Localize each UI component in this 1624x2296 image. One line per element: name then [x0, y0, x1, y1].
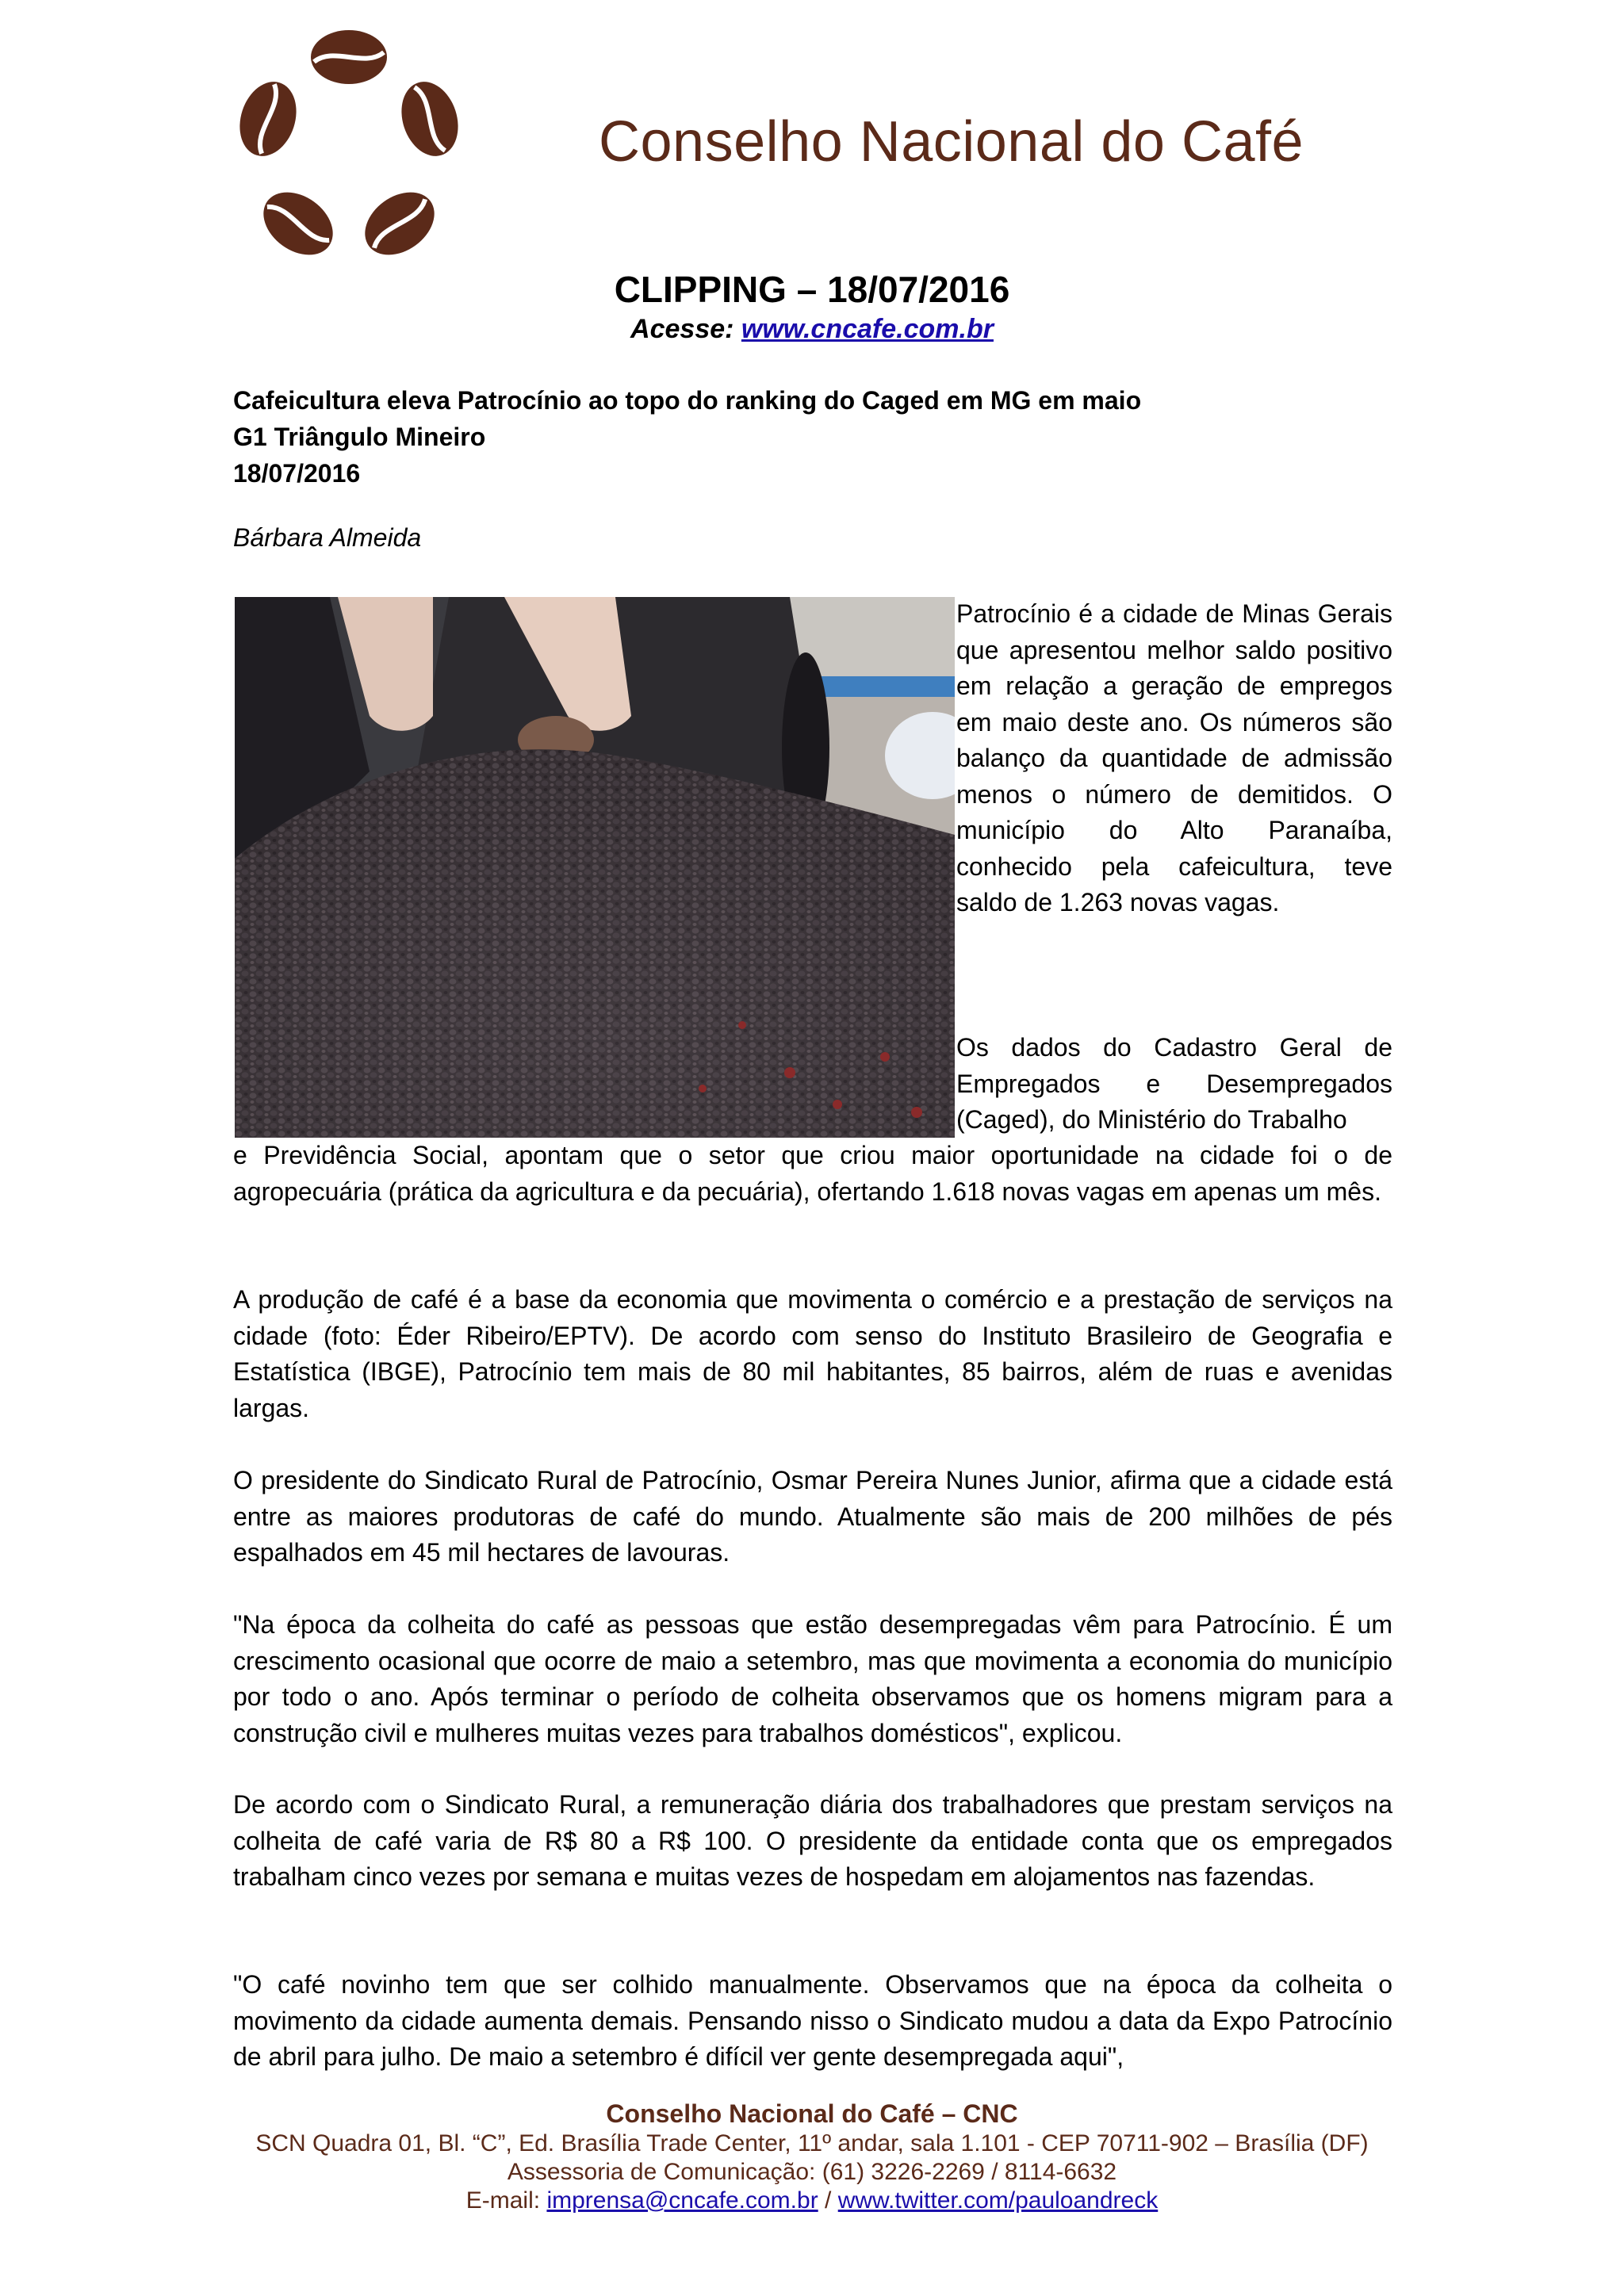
organization-title: Conselho Nacional do Café: [599, 110, 1304, 174]
paragraph-4: O presidente do Sindicato Rural de Patrocínio, Osmar Pereira Nunes Junior, afirma que a cidade está entre as maiores produtoras de café do mundo. Atualmente são mais de 200 milhões de pés espalhados em 45 mil hectares de lavouras.: [233, 1466, 1392, 1567]
paragraph-5: "Na época da colheita do café as pessoas que estão desempregadas vêm para Patrocínio. É um crescimento ocasional que ocorre de maio a setembro, mas que movimenta a economia do município por todo o ano. Após terminar o período de colheita observamos que os homens migram para a construção civil e mulheres muitas vezes para trabalhos domésticos", explicou.: [233, 1610, 1392, 1747]
clipping-title: CLIPPING – 18/07/2016: [614, 269, 1010, 310]
paragraph-2-start: Os dados do Cadastro Geral de Empregados e Desempregados (Caged), do Ministério do Trabalho: [956, 1033, 1392, 1134]
article-author: Bárbara Almeida: [233, 523, 422, 552]
coffee-harvest-photo: [235, 597, 955, 1138]
twitter-link[interactable]: www.twitter.com/pauloandreck: [837, 2187, 1159, 2214]
email-label: E-mail:: [465, 2187, 541, 2214]
footer-phone: Assessoria de Comunicação: (61) 3226-2269 / 8114-6632: [507, 2159, 1117, 2185]
page-footer: [0, 2099, 1624, 2215]
paragraph-7: "O café novinho tem que ser colhido manualmente. Observamos que na época da colheita o movimento da cidade aumenta demais. Pensando nisso o Sindicato mudou a data da Expo Patrocínio de abril para julho. De maio a setembro é difícil ver gente desempregada aqui",: [233, 1970, 1392, 2071]
article-meta: [233, 382, 1141, 492]
paragraph-1: Patrocínio é a cidade de Minas Gerais que apresentou melhor saldo positivo em relação a geração de empregos em maio deste ano. Os números são balanço da quantidade de admissão menos o número de demitidos. O município do Alto Paranaíba, conhecido pela cafeicultura, teve saldo de 1.263 novas vagas.: [956, 599, 1392, 916]
access-label: Acesse:: [630, 314, 734, 344]
paragraph-6: De acordo com o Sindicato Rural, a remuneração diária dos trabalhadores que prestam serviços na colheita de café varia de R$ 80 a R$ 100. O presidente da entidade conta que os empregados trabalham cinco vezes por semana e muitas vezes de hospedam em alojamentos nas fazendas.: [233, 1790, 1392, 1891]
footer-address: SCN Quadra 01, Bl. “C”, Ed. Brasília Trade Center, 11º andar, sala 1.101 - CEP 70711-902 – Brasília (DF): [255, 2130, 1369, 2156]
paragraph-2-end: e Previdência Social, apontam que o setor que criou maior oportunidade na cidade foi o de agropecuária (prática da agricultura e da pecuária), ofertando 1.618 novas vagas em apenas um mês.: [233, 1141, 1392, 1206]
cnc-logo-icon: [230, 22, 468, 273]
access-line: [0, 314, 1624, 345]
email-link[interactable]: imprensa@cncafe.com.br: [546, 2187, 818, 2214]
article-date: 18/07/2016: [233, 459, 361, 488]
footer-org: Conselho Nacional do Café – CNC: [606, 2099, 1018, 2128]
paragraph-3: A produção de café é a base da economia que movimenta o comércio e a prestação de serviços na cidade (foto: Éder Ribeiro/EPTV). De acordo com senso do Instituto Brasileiro de Geografia e Estatística (IBGE), Patrocínio tem mais de 80 mil habitantes, 85 bairros, além de ruas e avenidas largas.: [233, 1285, 1392, 1422]
article-source: G1 Triângulo Mineiro: [233, 423, 486, 451]
link-separator: /: [825, 2187, 832, 2214]
article-headline: Cafeicultura eleva Patrocínio ao topo do ranking do Caged em MG em maio: [233, 386, 1142, 415]
footer-contacts: [0, 2187, 1624, 2215]
website-link[interactable]: www.cncafe.com.br: [741, 314, 994, 344]
